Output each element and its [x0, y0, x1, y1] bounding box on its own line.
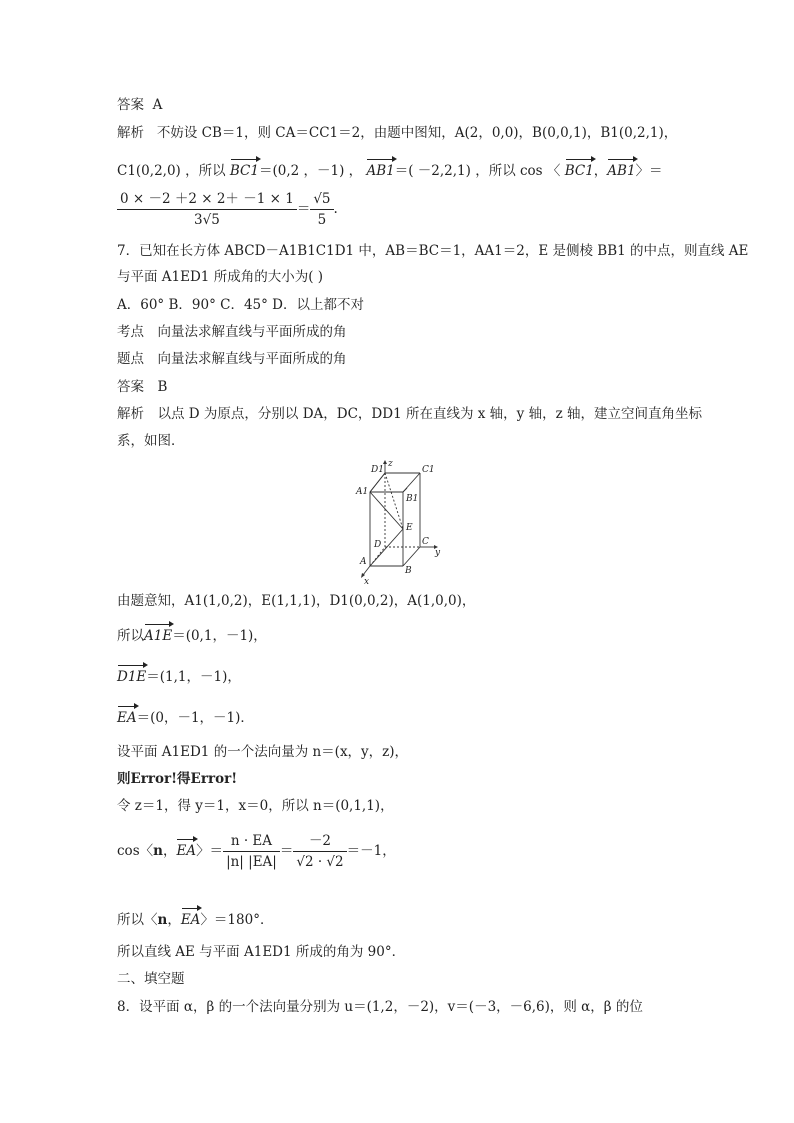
label-c1: C1	[422, 465, 435, 475]
q7-coords: 由题意知，A1(1,0,2)，E(1,1,1)，D1(0,0,2)，A(1,0,0)，	[117, 593, 476, 609]
q7-stem-line2: 与平面 A1ED1 所成角的大小为( )	[117, 269, 324, 285]
q7-error-line: 则Error!得Error!	[117, 771, 238, 787]
cuboid-figure	[355, 460, 445, 585]
q7-answer: 答案 B	[117, 379, 168, 395]
q6-fraction-line: $\frac{0 \times -2 +2 \times 2+ -1 \times 1}{3√5}$ ＝ $\frac{√5}{5}$ .	[117, 190, 338, 229]
q6-analysis-line2: C1(0,2,0) ，所以 BC1＝(0,2 ，－1) ， AB1＝( －2,2,1) ，所以 cos 〈 BC1，AB1〉＝	[117, 156, 663, 180]
label-c: C	[422, 537, 429, 547]
label-d1: D1	[371, 465, 384, 475]
q7-conclusion: 所以直线 AE 与平面 A1ED1 所成的角为 90°．	[117, 944, 406, 960]
vector-ea: EA	[117, 703, 137, 727]
q7-tidian: 题点 向量法求解直线与平面所成的角	[117, 351, 347, 367]
vector-ab1: AB1	[366, 156, 394, 180]
q7-analysis-line2: 系，如图．	[117, 433, 185, 449]
q7-vector-a1e-line: 所以A1E＝(0,1，－1)，	[117, 621, 267, 645]
q8-line: 8．设平面 α，β 的一个法向量分别为 u＝(1,2，－2)，v＝(－3，－6,6)，则 α，β 的位	[117, 999, 643, 1015]
vector-bc1-cos: BC1	[565, 156, 594, 180]
label-b1: B1	[406, 494, 419, 504]
q7-normal-line: 设平面 A1ED1 的一个法向量为 n＝(x，y，z)，	[117, 744, 409, 760]
vector-d1e: D1E	[117, 662, 146, 686]
label-y: y	[435, 548, 441, 558]
vector-ea-cos: EA	[176, 836, 196, 860]
q6-answer: 答案 A	[117, 97, 163, 113]
q7-stem-line1: 7．已知在长方体 ABCD－A1B1C1D1 中，AB＝BC＝1，AA1＝2，E 是侧棱 BB1 的中点，则直线 AE	[117, 243, 749, 259]
vector-ab1-cos: AB1	[607, 156, 635, 180]
q7-vector-ea-line: EA＝(0，－1，－1)．	[117, 703, 254, 727]
q7-cos-fraction: $\frac{n \cdot EA}{|n| |EA|}$	[223, 832, 280, 871]
label-b: B	[405, 566, 412, 576]
q6-analysis-line1: 解析 不妨设 CB＝1，则 CA＝CC1＝2，由题中图知，A(2，0,0)，B(0,0,1)，B1(0,2,1)，	[117, 125, 678, 141]
q7-angle-line: 所以〈n，EA〉＝180°．	[117, 905, 273, 929]
label-a: A	[360, 557, 367, 567]
vector-bc1: BC1	[230, 156, 259, 180]
q7-vector-d1e-line: D1E＝(1,1，－1)，	[117, 662, 241, 686]
q6-result-fraction: $\frac{√5}{5}$	[310, 190, 333, 229]
q7-cos-fraction2: $\frac{-2}{√2 \cdot √2}$	[293, 832, 346, 871]
vector-a1e: A1E	[144, 621, 172, 645]
q7-kaodian: 考点 向量法求解直线与平面所成的角	[117, 324, 347, 340]
label-a1: A1	[356, 487, 369, 497]
label-x: x	[364, 577, 370, 585]
section-fill-in-title: 二、填空题	[117, 971, 185, 987]
q6-cos-fraction: $\frac{0 \times -2 +2 \times 2+ -1 \times 1}{3√5}$	[117, 190, 297, 229]
label-z: z	[388, 460, 393, 469]
q7-let-line: 令 z＝1，得 y＝1，x＝0，所以 n＝(0,1,1)，	[117, 798, 394, 814]
q7-analysis-line1: 解析 以点 D 为原点，分别以 DA，DC，DD1 所在直线为 x 轴，y 轴，z 轴，建立空间直角坐标	[117, 406, 702, 422]
q7-cos-line: cos〈n，EA〉＝ $\frac{n \cdot EA}{|n| |EA|}$ ＝ $\frac{-2}{√2 \cdot √2}$ ＝－1，	[117, 833, 396, 870]
label-d: D	[374, 540, 382, 550]
q7-options: A．60° B．90° C．45° D．以上都不对	[117, 297, 364, 313]
vector-ea-angle: EA	[181, 905, 201, 929]
label-e: E	[406, 523, 413, 533]
